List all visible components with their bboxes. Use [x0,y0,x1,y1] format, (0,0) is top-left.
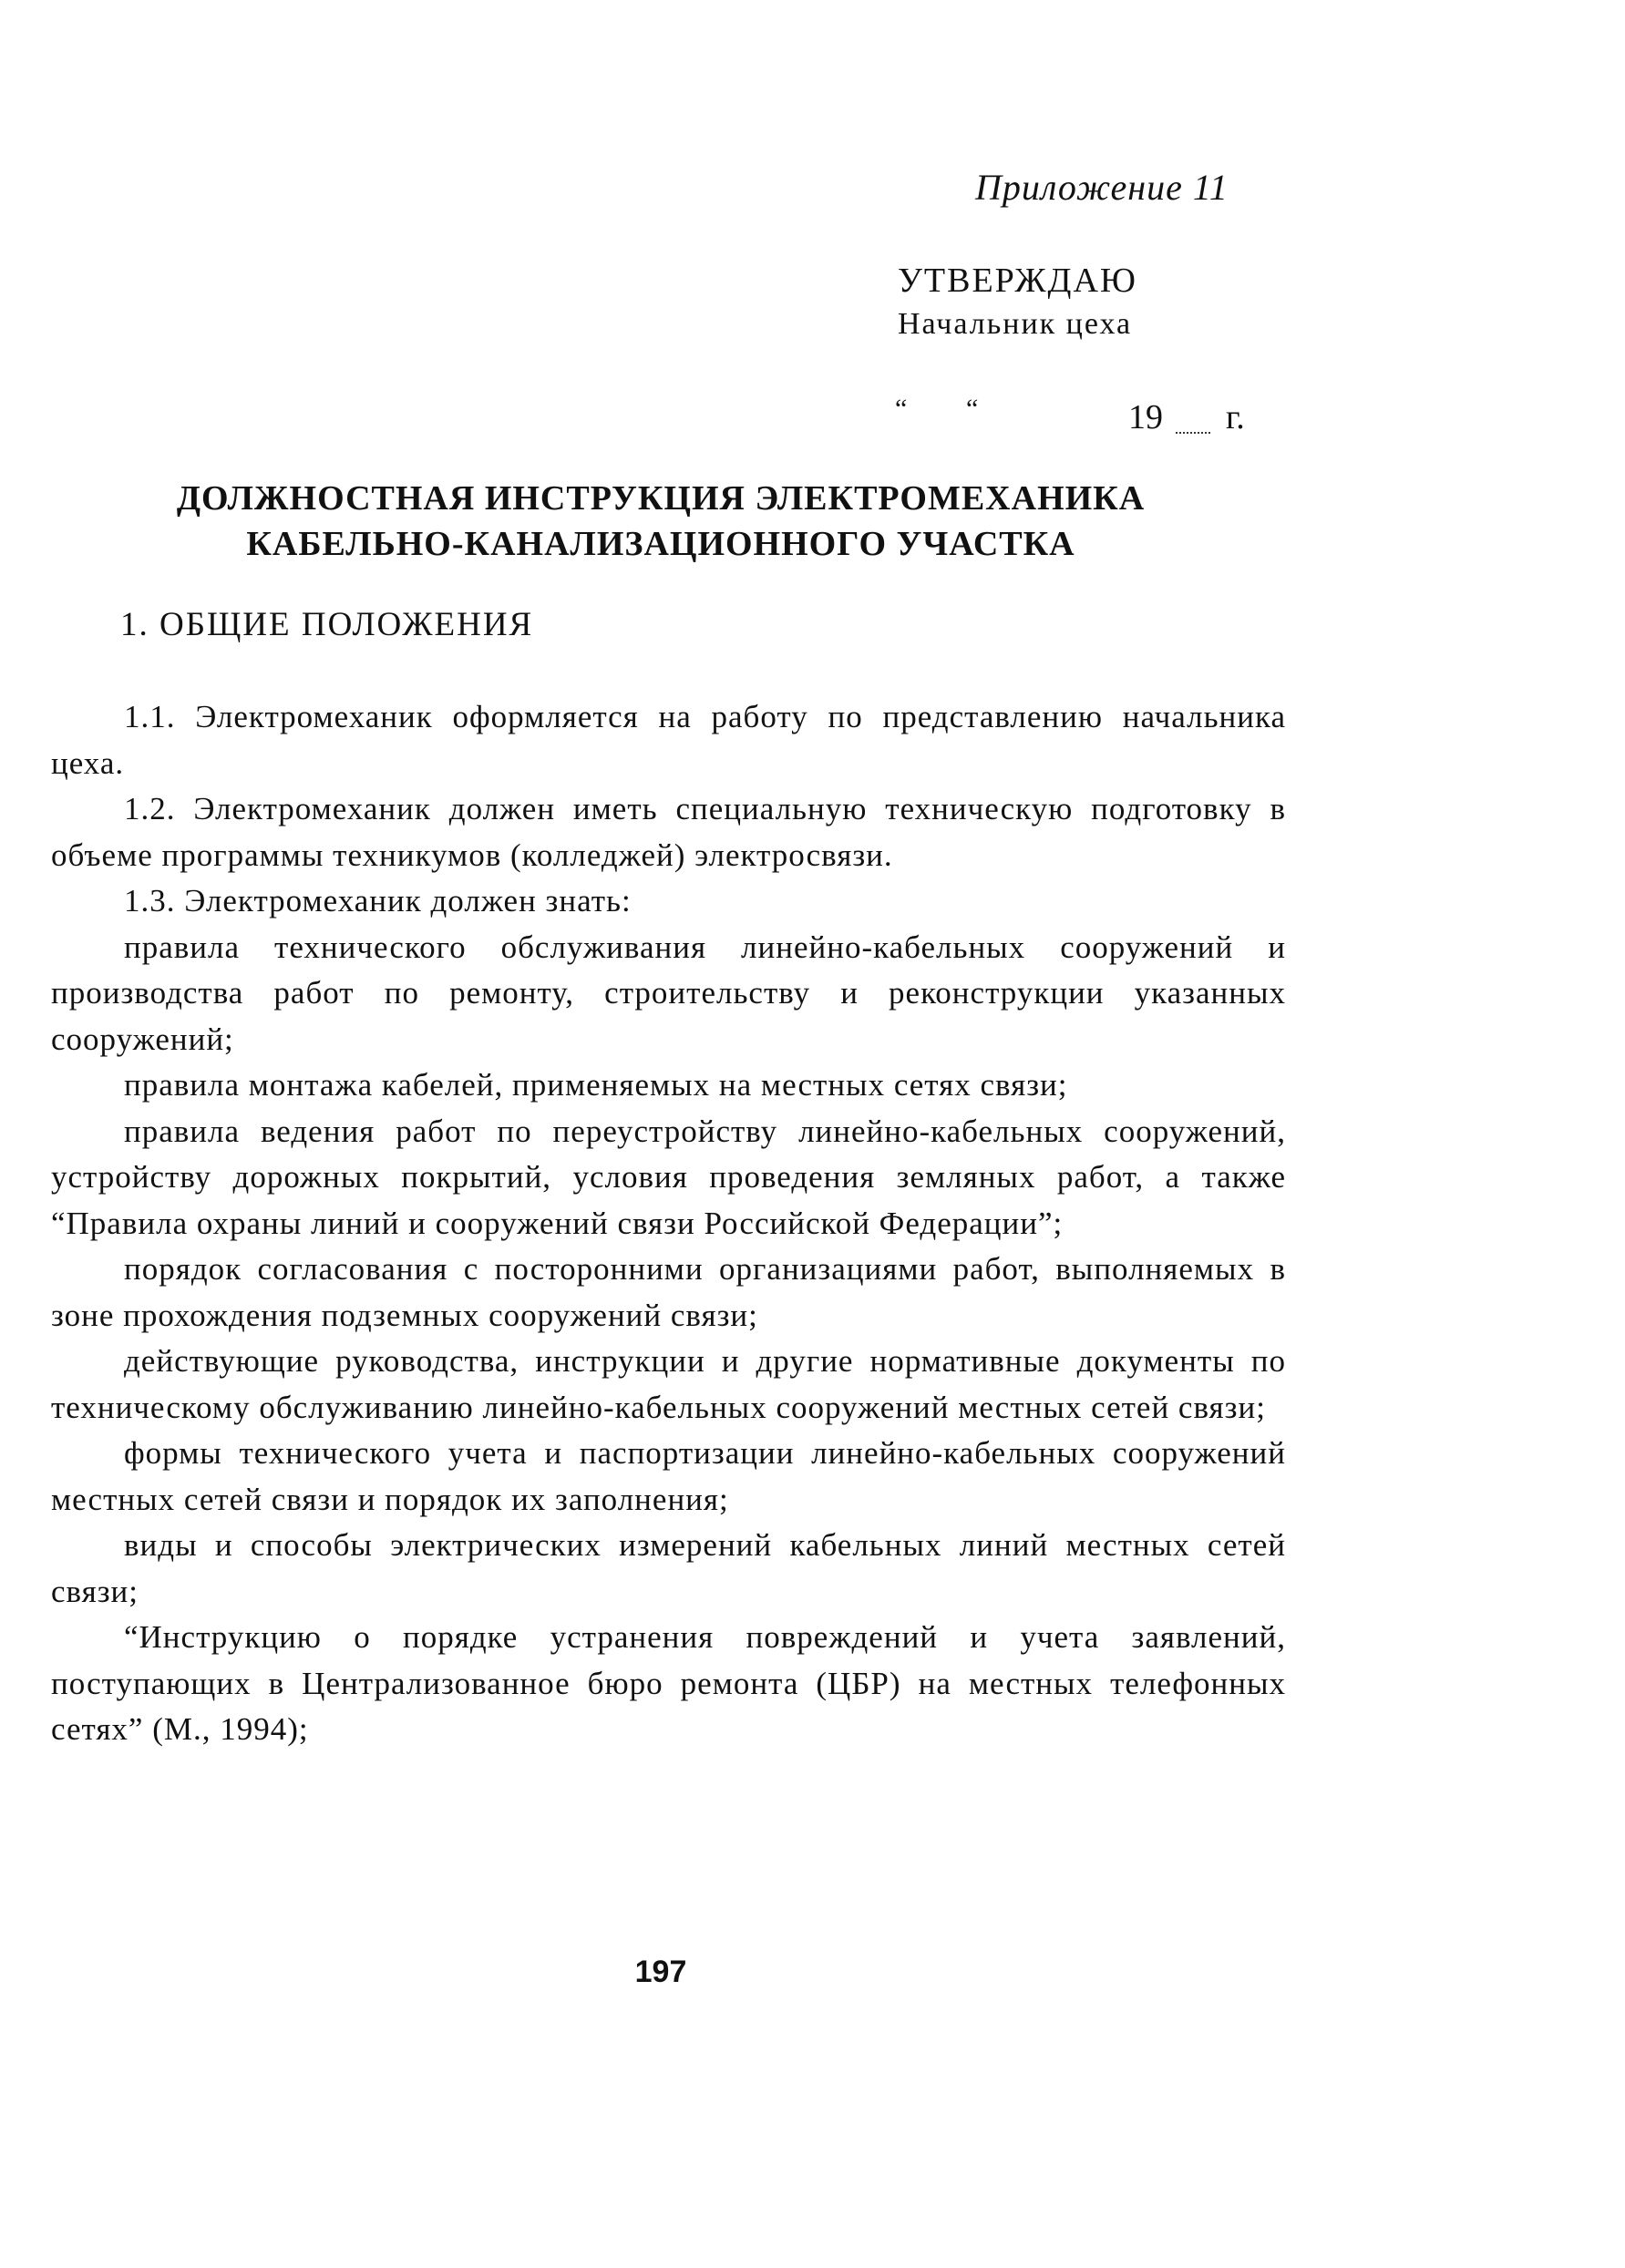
document-title-line-2: КАБЕЛЬНО-КАНАЛИЗАЦИОННОГО УЧАСТКА [246,525,1075,563]
knowledge-item-regulations: действующие руководства, инструкции и другие нормативные документы по техническому обслуживанию линейно-кабельных сооружений местных сетей связи; [51,1343,1286,1425]
approval-stamp-label: УТВЕРЖДАЮ [898,262,1137,300]
document-title-line-1: ДОЛЖНОСТНАЯ ИНСТРУКЦИЯ ЭЛЕКТРОМЕХАНИКА [176,479,1146,518]
paragraph-1-3: 1.3. Электромеханик должен знать: [124,883,632,918]
approver-position: Начальник цеха [898,307,1133,341]
appendix-label: Приложение 11 [975,167,1229,208]
knowledge-item-maintenance-rules: правила технического обслуживания линейно-кабельных сооружений и производства работ по ремонту, строительству и реконструкции указанных сооружений; [51,929,1286,1057]
page-number: 197 [634,1955,687,1989]
knowledge-item-repair-instruction: “Инструкцию о порядке устранения повреждений и учета заявлений, поступающих в Централизованное бюро ремонта (ЦБР) на местных телефонных сетях” (М., 1994); [51,1619,1286,1747]
date-open-quote: “ [895,394,908,424]
date-year-prefix: 19 [1128,398,1163,436]
knowledge-item-coordination: порядок согласования с посторонними организациями работ, выполняемых в зоне прохождения подземных сооружений связи; [51,1251,1286,1333]
section-heading: 1. ОБЩИЕ ПОЛОЖЕНИЯ [120,606,534,643]
knowledge-item-measurements: виды и способы электрических измерений кабельных линий местных сетей связи; [51,1527,1286,1609]
date-year-blank [1176,432,1210,434]
knowledge-item-record-forms: формы технического учета и паспортизации линейно-кабельных сооружений местных сетей связи и порядок их заполнения; [51,1435,1286,1517]
knowledge-item-cable-installation: правила монтажа кабелей, применяемых на местных сетях связи; [124,1067,1068,1103]
knowledge-item-reconstruction-rules: правила ведения работ по переустройству линейно-кабельных сооружений, устройству дорожных покрытий, условия проведения земляных работ, а также “Правила охраны линий и сооружений связи Российской Федерации”; [51,1113,1286,1241]
date-close-quote: “ [966,394,979,424]
paragraph-1-1: 1.1. Электромеханик оформляется на работу по представлению начальника цеха. [51,699,1286,781]
document-title [0,476,1322,567]
paragraph-1-2: 1.2. Электромеханик должен иметь специальную техническую подготовку в объеме программы техникумов (колледжей) электросвязи. [51,791,1286,873]
date-year-suffix: г. [1226,398,1245,436]
section-body [51,694,1286,1753]
